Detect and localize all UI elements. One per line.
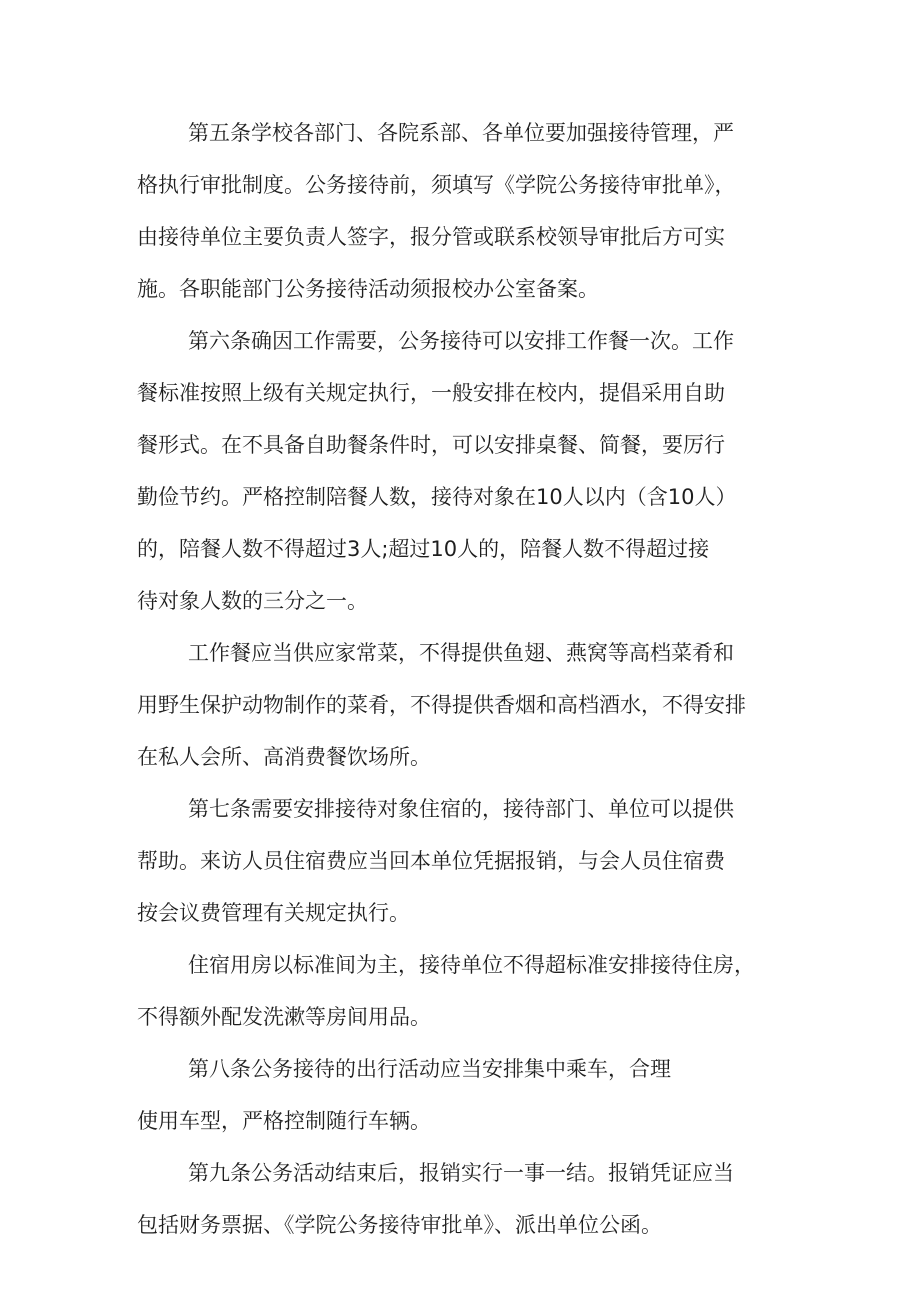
paragraph-6-line-1 [0,318,920,364]
paragraph-meal-line-3 [0,734,920,780]
text-run: 施。各职能部门公务接待活动须报校办公室备案。 [137,277,599,301]
paragraph-7-line-2 [0,838,920,884]
paragraph-9-line-1 [0,1150,920,1196]
paragraph-8-line-2 [0,1098,920,1144]
text-run: 餐形式。在不具备自助餐条件时，可以安排桌餐、简餐，要厉行 [137,433,725,457]
paragraph-5-line-2 [0,162,920,208]
text-run: 不得额外配发洗漱等房间用品。 [137,1005,431,1029]
paragraph-lodging-line-2 [0,994,920,1040]
text-run: 由接待单位主要负责人签字，报分管或联系校领导审批后方可实 [137,225,725,249]
text-run: 的，陪餐人数不得超过3人;超过10人的，陪餐人数不得超过接 [137,537,710,561]
text-run: 待对象人数的三分之一。 [137,589,368,613]
paragraph-7-line-3 [0,890,920,936]
text-run: 工作餐应当供应家常菜，不得提供鱼翅、燕窝等高档菜肴和 [188,641,734,665]
text-run: 按会议费管理有关规定执行。 [137,901,410,925]
text-run: 在私人会所、高消费餐饮场所。 [137,745,431,769]
text-run: 格执行审批制度。公务接待前，须填写《学院公务接待审批单》， [137,173,736,197]
text-run: 第八条公务接待的出行活动应当安排集中乘车，合理 [188,1057,671,1081]
text-run: 勤俭节约。严格控制陪餐人数，接待对象在10人以内（含10人） [137,485,737,509]
paragraph-9-line-2 [0,1202,920,1248]
text-run: 第六条确因工作需要，公务接待可以安排工作餐一次。工作 [188,329,734,353]
text-run: 住宿用房以标准间为主，接待单位不得超标准安排接待住房， [188,953,755,977]
paragraph-5-line-4 [0,266,920,312]
paragraph-5-line-3 [0,214,920,260]
paragraph-6-line-4 [0,474,920,520]
text-run: 包括财务票据、《学院公务接待审批单》、派出单位公函。 [137,1213,662,1237]
text-run: 第七条需要安排接待对象住宿的，接待部门、单位可以提供 [188,797,734,821]
text-run: 第五条学校各部门、各院系部、各单位要加强接待管理，严 [188,121,734,145]
paragraph-6-line-5 [0,526,920,572]
paragraph-6-line-3 [0,422,920,468]
paragraph-8-line-1 [0,1046,920,1092]
paragraph-6-line-2 [0,370,920,416]
paragraph-7-line-1 [0,786,920,832]
text-run: 第九条公务活动结束后，报销实行一事一结。报销凭证应当 [188,1161,734,1185]
text-run: 用野生保护动物制作的菜肴，不得提供香烟和高档酒水，不得安排 [137,693,746,717]
paragraph-meal-line-1 [0,630,920,676]
paragraph-6-line-6 [0,578,920,624]
paragraph-5-line-1 [0,110,920,156]
text-run: 使用车型，严格控制随行车辆。 [137,1109,431,1133]
text-run: 餐标准按照上级有关规定执行，一般安排在校内，提倡采用自助 [137,381,725,405]
paragraph-meal-line-2 [0,682,920,728]
text-run: 帮助。来访人员住宿费应当回本单位凭据报销，与会人员住宿费 [137,849,725,873]
paragraph-lodging-line-1 [0,942,920,988]
